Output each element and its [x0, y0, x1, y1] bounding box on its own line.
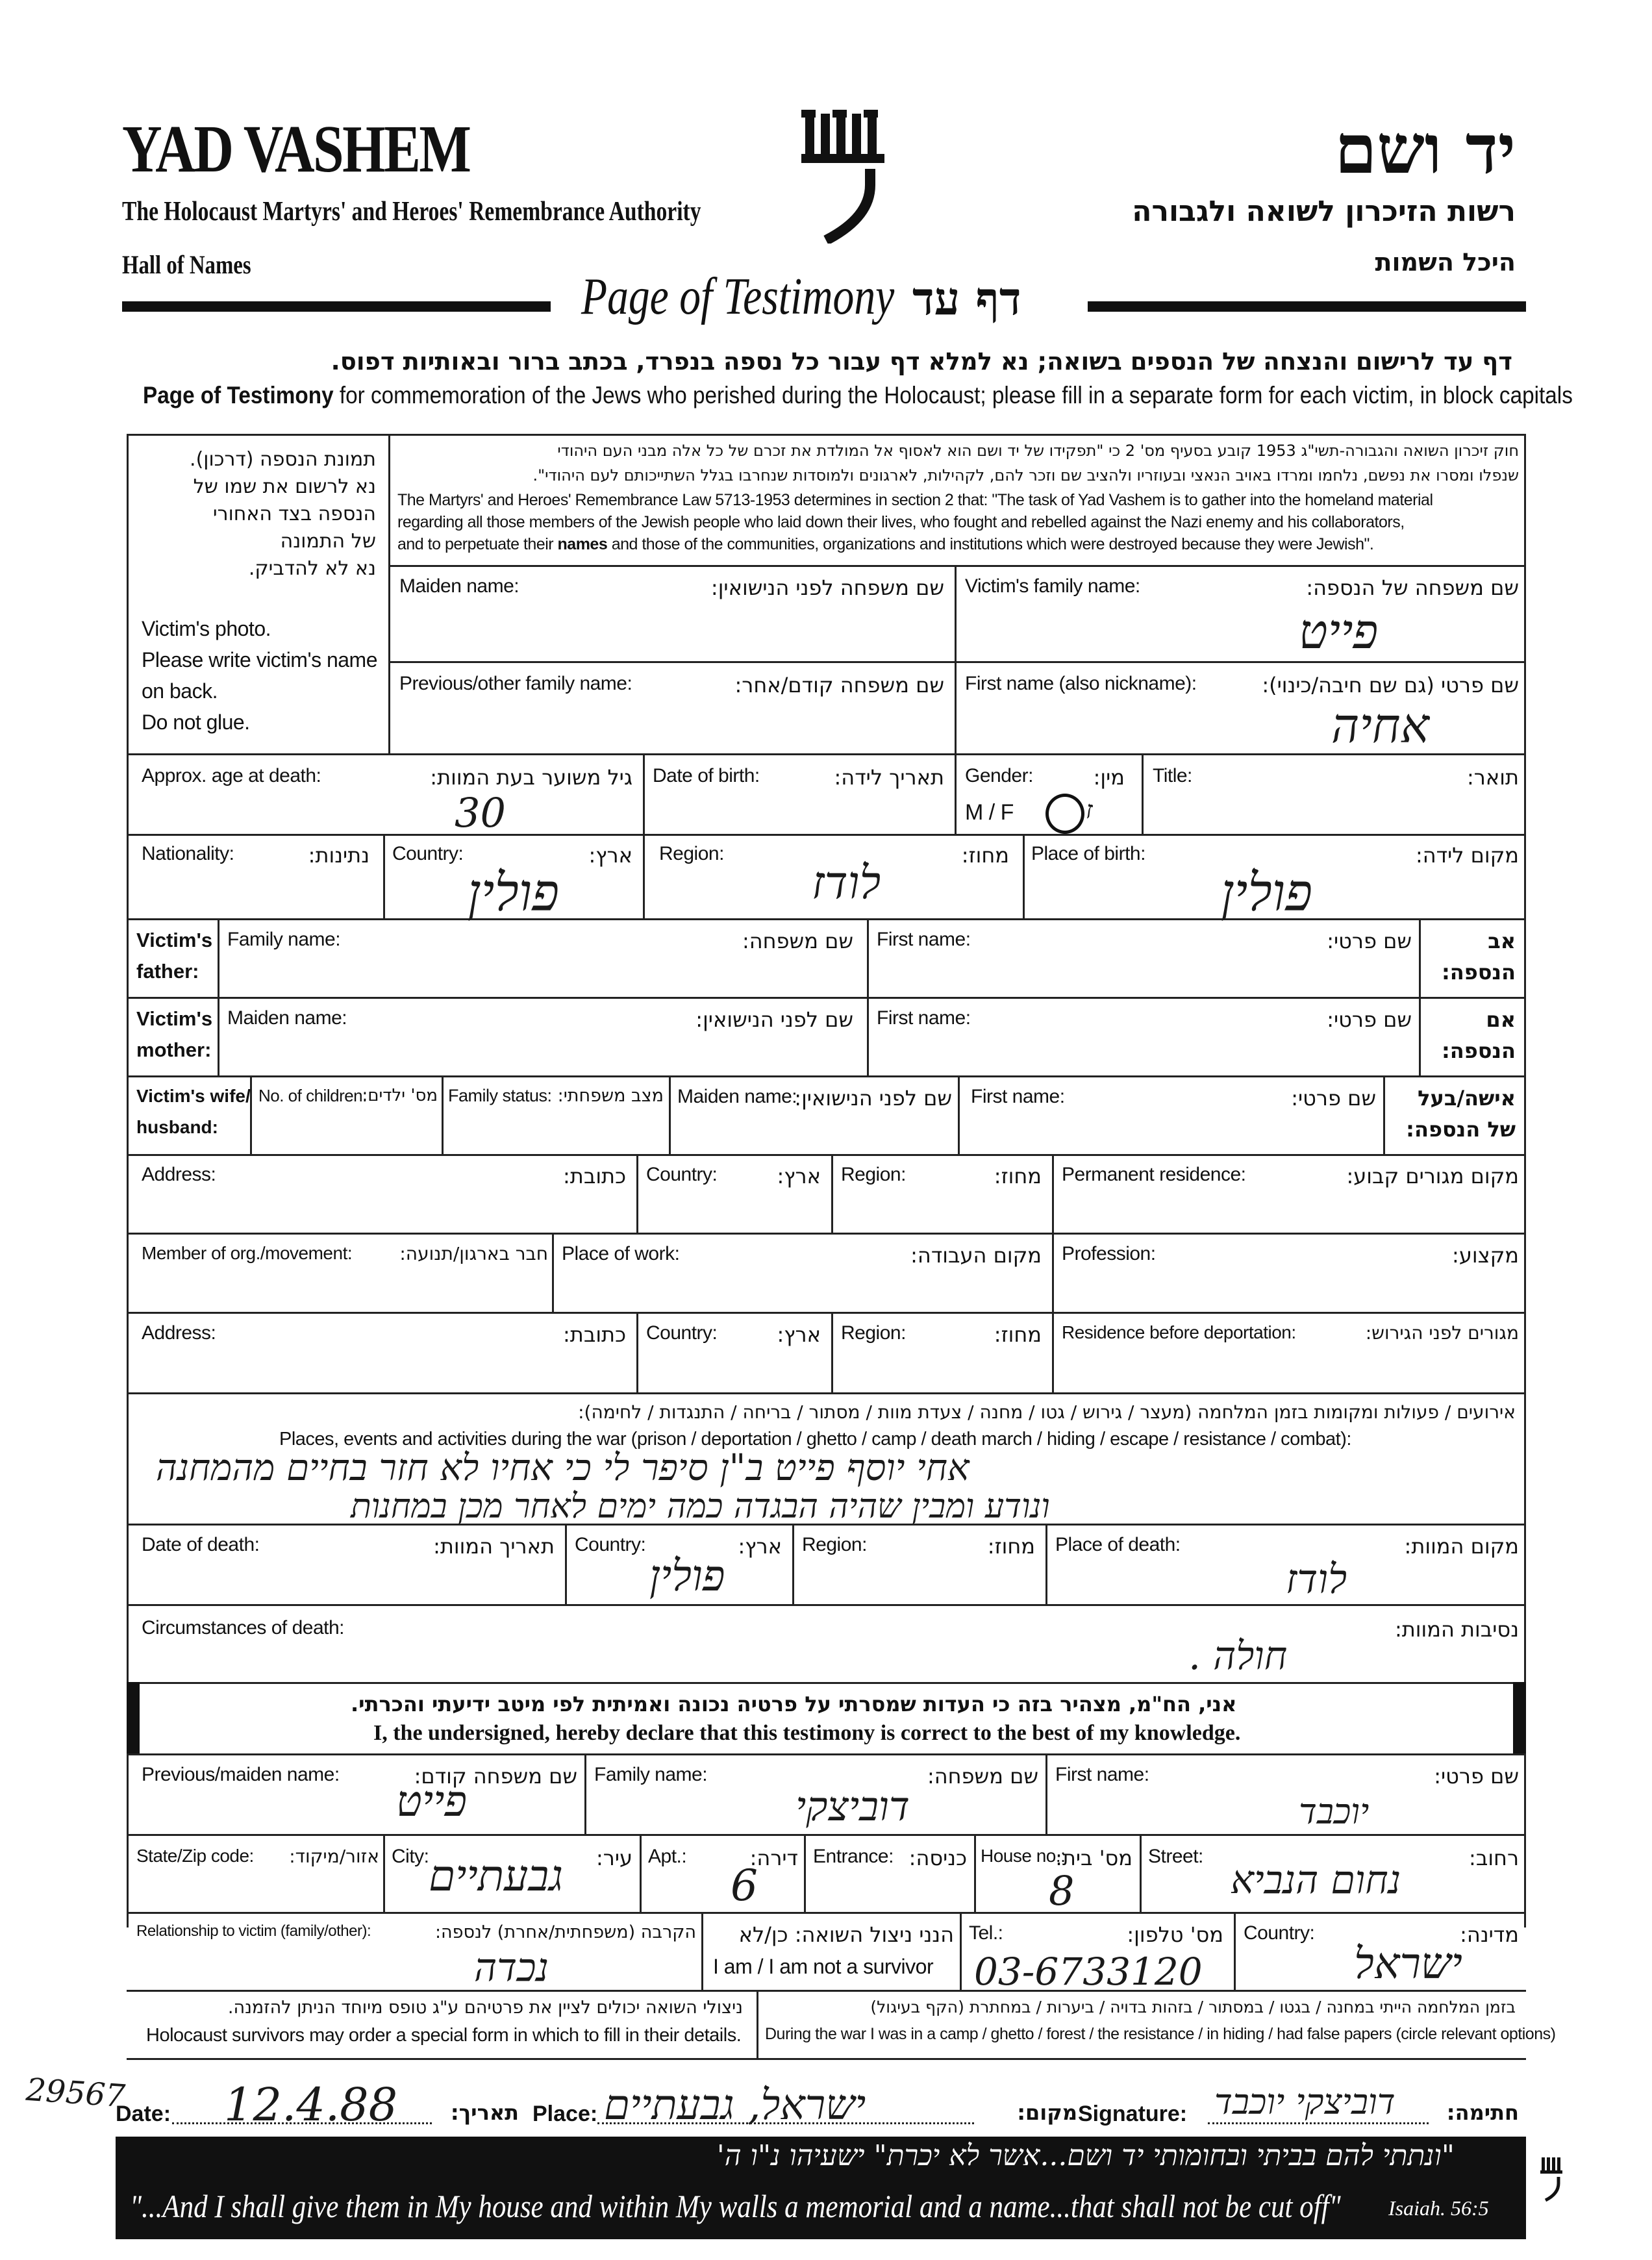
org-subtitle-he: רשות הזיכרון לשואה ולגבורה [1132, 195, 1516, 228]
gender-mark-value: ז [1086, 796, 1093, 824]
street-label-he: רחוב: [1469, 1846, 1519, 1870]
res-country-label-he: ארץ: [777, 1322, 821, 1347]
perm-res-label-he: מקום מגורים קבוע: [1346, 1164, 1519, 1188]
s-country-value[interactable]: ישראל [1354, 1939, 1462, 1989]
s-first-label-he: שם פרטי: [1434, 1764, 1519, 1789]
mother-first-label-he: שם פרטי: [1327, 1007, 1412, 1032]
gender-label-he: מין: [1093, 765, 1125, 790]
tel-label-en: Tel.: [969, 1922, 1003, 1944]
spouse-first-label-en: First name: [971, 1086, 1065, 1107]
member-label-en: Member of org./movement: [142, 1243, 353, 1263]
instructions-en-text: for commemoration of the Jews who perished during the Holocaust; please fill in a separate form for each victim, in block capitals [333, 382, 1573, 408]
law-text-en-2: regarding all those members of the Jewish people who laid down their lives, who fought and rebelled against the Nazi enemy and his collaborators, [397, 513, 1405, 531]
region-label-he: מחוז: [961, 843, 1009, 868]
tel-value[interactable]: 03-6733120 [974, 1950, 1203, 1994]
law-text-en-3 [397, 535, 1373, 554]
nationality-label-en: Nationality: [142, 843, 234, 864]
city-value[interactable]: גבעתיים [429, 1851, 563, 1901]
country-label-en: Country: [392, 843, 464, 864]
rel-label-en: Relationship to victim (family/other): [136, 1922, 371, 1940]
pod-label-en: Place of death: [1055, 1534, 1181, 1555]
father-label-he-1: אב [1488, 929, 1516, 953]
footer-quote-en: "...And I shall give them in My house and within My walls a memorial and a name...that shall not be cut off" [130, 2188, 1341, 2224]
dod-label-en: Date of death: [142, 1534, 260, 1555]
father-label-he-2: הנספה: [1441, 960, 1516, 985]
camp-he: בזמן המלחמה הייתי במחנה / בגטו / במסתור / בזהות בדויה / ביערות / במחתרת (הקף בעיגול) [870, 1998, 1516, 2016]
res-region-label-en: Region: [841, 1322, 906, 1344]
s-family-label-en: Family name: [594, 1764, 708, 1785]
address-country-label-en: Country: [646, 1164, 718, 1185]
father-first-label-en: First name: [877, 929, 971, 950]
spouse-first-label-he: שם פרטי: [1291, 1086, 1376, 1111]
house-label-en: House no.: [981, 1846, 1066, 1866]
apt-label-en: Apt.: [648, 1846, 687, 1867]
surv-form-en: Holocaust survivors may order a special form in which to fill in their details. [146, 2025, 742, 2046]
prev-name-field[interactable] [391, 701, 951, 751]
age-label-en: Approx. age at death: [142, 765, 321, 786]
address-country-label-he: ארץ: [777, 1164, 821, 1188]
title-label-he: תואר: [1467, 765, 1519, 790]
res-dep-label-en: Residence before deportation: [1062, 1322, 1296, 1342]
declaration-en: I, the undersigned, hereby declare that this testimony is correct to the best of my knowledge. [373, 1721, 1241, 1745]
camp-en: During the war I was in a camp / ghetto / forest / the resistance / in hiding / had false papers (circle relevant options) [765, 2025, 1556, 2043]
address-region-label-en: Region: [841, 1164, 906, 1185]
photo-instr-en-2: Please write victim's name [142, 648, 377, 672]
age-value[interactable]: 30 [455, 789, 506, 836]
house-label-he: מס' בית: [1055, 1846, 1133, 1870]
dod-country-label-en: Country: [575, 1534, 646, 1555]
s-prev-label-he: שם משפחה קודם: [414, 1764, 577, 1789]
tel-label-he: מס' טלפון: [1127, 1922, 1223, 1947]
family-name-value[interactable]: פייט [1299, 604, 1379, 660]
place-value[interactable]: ישראל, גבעתיים [604, 2081, 866, 2129]
place-line [597, 2122, 974, 2124]
date-label-he: תאריך: [450, 2100, 519, 2125]
surv-form-he: ניצולי השואה יכולים לציין את פרטיהם ע"ג טופס מיוחד הניתן להזמנה. [227, 1998, 743, 2018]
address-region-label-he: מחוז: [994, 1164, 1042, 1188]
age-label-he: גיל משוער בעת המוות: [430, 765, 632, 790]
s-family-label-he: שם משפחה: [927, 1764, 1038, 1789]
maiden-name-field[interactable] [391, 604, 951, 659]
father-family-field[interactable] [221, 957, 864, 995]
street-value[interactable]: נחום הנביא [1231, 1857, 1401, 1903]
address-label-en: Address: [142, 1164, 216, 1185]
title-label-en: Title: [1153, 765, 1192, 786]
street-label-en: Street: [1148, 1846, 1203, 1867]
s-country-label-he: מדינה: [1460, 1922, 1519, 1947]
perm-res-label-en: Permanent residence: [1062, 1164, 1246, 1185]
apt-label-he: דירה: [749, 1846, 798, 1870]
s-family-value[interactable]: דוביצקי [795, 1783, 910, 1830]
photo-instr-he-1: תמונת הנספה (דרכון). [190, 448, 376, 471]
res-country-label-en: Country: [646, 1322, 718, 1344]
first-name-label-en: First name (also nickname): [965, 673, 1197, 694]
spouse-maiden-label-he: שם לפני הנישואין: [794, 1086, 952, 1111]
state-label-he: אזור/מיקוד: [289, 1846, 379, 1867]
prev-name-label-he: שם משפחה קודם/אחר: [734, 673, 944, 697]
survivor-label-he: הנני ניצול השואה: כן/לא [738, 1922, 954, 1947]
first-name-label-he: שם פרטי (גם שם חיבה/כינוי): [1262, 673, 1519, 697]
signature-label-en: Signature: [1078, 2102, 1188, 2126]
pod-label-he: מקום המוות: [1404, 1534, 1519, 1559]
law-text-he-1: חוק זיכרון השואה והגבורה-תשי"ג 1953 קובע בסעיף מס' 2 כי "תפקידו של יד ושם הוא לאסוף אל המולדת את זכרם של כל אלה מבני העם היהודי [557, 442, 1519, 460]
dod-country-value[interactable]: פולין [649, 1551, 725, 1601]
signature-value[interactable]: דוביצקי יוכבד [1214, 2081, 1395, 2122]
father-family-label-en: Family name: [227, 929, 341, 950]
nationality-label-he: נתינות: [308, 843, 369, 868]
law-text-en-1: The Martyrs' and Heroes' Remembrance Law 5713-1953 determines in section 2 that: "The task of Yad Vashem is to gather into the homeland material [397, 491, 1433, 509]
family-name-label-he: שם משפחה של הנספה: [1306, 575, 1519, 600]
mother-label-he-2: הנספה: [1441, 1038, 1516, 1063]
spouse-maiden-label-en: Maiden name: [677, 1086, 797, 1107]
law-text-en-3b: names [557, 535, 608, 553]
mother-label-1: Victim's [136, 1007, 213, 1030]
maiden-name-label-he: שם משפחה לפני הנישואין: [710, 575, 944, 600]
law-text-en-3a: and to perpetuate their [397, 535, 558, 553]
date-line [172, 2122, 432, 2124]
work-label-en: Place of work: [562, 1243, 680, 1264]
form-title-en: Page of Testimony [581, 268, 895, 325]
address-label-he: כתובת: [563, 1164, 626, 1188]
date-value[interactable]: 12.4.88 [224, 2078, 398, 2131]
region-label-en: Region: [659, 843, 724, 864]
family-name-label-en: Victim's family name: [965, 575, 1140, 597]
pod-value[interactable]: לודז [1286, 1555, 1347, 1603]
photo-instr-he-2: נא לרשום את שמו של [193, 475, 376, 498]
mother-maiden-field[interactable] [221, 1036, 864, 1074]
circ-value[interactable]: חולה . [1188, 1633, 1288, 1679]
first-name-value[interactable]: אחיה [1331, 698, 1429, 754]
s-prev-value[interactable]: פייט [396, 1776, 468, 1826]
events-value-line-1[interactable]: אחי יוסף פייט ב"ן סיפר לי כי אחיו לא חזר בחיים מהמחנה [156, 1447, 970, 1489]
gender-options[interactable]: M / F [965, 800, 1014, 825]
instructions-en-bold: Page of Testimony [143, 382, 334, 408]
declaration-he: אני, הח"מ, מצהיר בזה כי העדות שמסרתי על פרטיה נכונה ואמיתית לפי מיטב ידיעתי והכרתי. [351, 1692, 1237, 1716]
res-region-label-he: מחוז: [994, 1322, 1042, 1347]
mother-label-2: mother: [136, 1038, 212, 1061]
family-status-label-en: Family status: [448, 1086, 552, 1105]
mother-first-label-en: First name: [877, 1007, 971, 1029]
profession-label-he: מקצוע: [1452, 1243, 1519, 1268]
res-address-label-he: כתובת: [563, 1322, 626, 1347]
s-first-label-en: First name: [1055, 1764, 1149, 1785]
spouse-label-2: husband: [136, 1117, 218, 1137]
res-dep-label-he: מגורים לפני הגירוש: [1365, 1322, 1519, 1344]
dob-field[interactable] [646, 794, 951, 831]
work-label-he: מקום העבודה: [910, 1243, 1042, 1268]
org-name-he: יד ושם [1334, 109, 1516, 189]
pob-value[interactable]: פולין [1221, 862, 1313, 923]
survivor-label-en[interactable]: I am / I am not a survivor [713, 1955, 934, 1978]
org-name-en: YAD VASHEM [122, 112, 470, 186]
state-label-en: State/Zip code: [136, 1846, 254, 1866]
form-title-he: דף עד [912, 271, 1021, 325]
mother-first-field[interactable] [870, 1036, 1416, 1074]
father-family-label-he: שם משפחה: [742, 929, 853, 953]
footer-logo-mark [1539, 2156, 1565, 2202]
dod-country-label-he: ארץ: [738, 1534, 782, 1559]
maiden-name-label-en: Maiden name: [399, 575, 519, 597]
law-text-he-2: שנפלו ומסרו את נפשם, נלחמו ומרדו באויב הנאצי ובעוזריו ולהציב שם וזכר להם, לקהילות, לארגונים ולמוסדות שנחרבו בגלל השתייכותם לעם היהודי". [532, 466, 1519, 484]
s-prev-label-en: Previous/maiden name: [142, 1764, 340, 1785]
family-status-label-he: מצב משפחתי: [557, 1086, 664, 1106]
dob-label-en: Date of birth: [653, 765, 760, 786]
org-subtitle-en: The Holocaust Martyrs' and Heroes' Remembrance Authority [122, 197, 701, 227]
dept-name-he: היכל השמות [1375, 248, 1516, 277]
dob-label-he: תאריך לידה: [834, 765, 944, 790]
entrance-label-he: כניסה: [908, 1846, 967, 1870]
mother-maiden-label-en: Maiden name: [227, 1007, 347, 1029]
photo-instr-en-3: on back. [142, 679, 218, 703]
dod-region-label-en: Region: [802, 1534, 867, 1555]
file-number: 29567 [25, 2071, 127, 2115]
dod-region-label-he: מחוז: [987, 1534, 1035, 1559]
gender-circle-mark [1045, 794, 1084, 834]
footer-quote-he: "ונתתי להם בביתי ובחומותי יד ושם...אשר לא יכרת" ישעיהו נ"ו ה' [716, 2139, 1455, 2172]
dod-label-he: תאריך המוות: [433, 1534, 555, 1559]
children-label-en: No. of children: [258, 1086, 367, 1105]
s-first-value[interactable]: יוכבד [1299, 1791, 1370, 1832]
apt-value[interactable]: 6 [731, 1861, 758, 1911]
photo-instr-en-1: Victim's photo. [142, 617, 271, 640]
place-label-en: Place: [532, 2102, 598, 2126]
circ-label-en: Circumstances of death: [142, 1617, 344, 1638]
pob-label-he: מקום לידה: [1415, 843, 1519, 868]
signature-line [1208, 2122, 1429, 2124]
photo-instr-he-5: נא לא להדביק. [248, 557, 376, 580]
footer-banner [116, 2137, 1526, 2239]
house-value[interactable]: 8 [1049, 1867, 1075, 1915]
photo-instr-en-4: Do not glue. [142, 710, 250, 734]
city-label-en: City: [392, 1846, 429, 1867]
country-value[interactable]: פולין [468, 862, 560, 923]
dept-name-en: Hall of Names [122, 250, 251, 279]
father-first-field[interactable] [870, 957, 1416, 995]
profession-label-en: Profession: [1062, 1243, 1156, 1264]
s-country-label-en: Country: [1244, 1922, 1315, 1944]
father-label-2: father: [136, 960, 199, 983]
spouse-label-he-2: של הנספה: [1406, 1117, 1516, 1142]
city-label-he: עיר: [595, 1846, 632, 1870]
children-label-he: מס' ילדים: [362, 1086, 438, 1105]
spouse-label-1: Victim's wife/ [136, 1086, 251, 1106]
father-first-label-he: שם פרטי: [1327, 929, 1412, 953]
country-label-he: ארץ: [588, 843, 632, 868]
member-label-he: חבר בארגון/תנועה: [399, 1243, 548, 1264]
photo-instr-he-4: של התמונה [280, 530, 376, 553]
spouse-label-he-1: אישה/בעל [1418, 1086, 1516, 1111]
events-label-en: Places, events and activities during the war (prison / deportation / ghetto / camp / death march / hiding / escape / resistance / combat): [279, 1429, 1351, 1450]
footer-cite: Isaiah. 56:5 [1388, 2196, 1489, 2220]
pob-label-en: Place of birth: [1031, 843, 1145, 864]
region-value[interactable]: לודז [812, 856, 881, 909]
rel-label-he: הקרבה (משפחתית/אחרת) לנספה: [434, 1922, 696, 1942]
res-address-label-en: Address: [142, 1322, 216, 1344]
law-text-en-3c: and those of the communities, organizations and institutions which were destroyed because they were Jewish". [607, 535, 1374, 553]
rel-value[interactable]: נכדה [474, 1945, 549, 1990]
prev-name-label-en: Previous/other family name: [399, 673, 632, 694]
instructions-he: דף עד לרישום והנצחה של הנספים בשואה; נא למלא דף עבור כל נספה בנפרד, בכתב ברור ובאותיות דפוס. [331, 347, 1512, 375]
signature-label-he: חתימה: [1446, 2100, 1519, 2125]
mother-label-he-1: אם [1486, 1007, 1516, 1032]
place-label-he: מקום: [1017, 2100, 1077, 2125]
circ-label-he: נסיבות המוות: [1394, 1617, 1519, 1642]
entrance-label-en: Entrance: [813, 1846, 894, 1867]
events-label-he: אירועים / פעולות ומקומות בזמן המלחמה (מעצר / גירוש / גטו / מחנה / צעדת מוות / מסתור / בריחה / התנגדות / לחימה): [578, 1401, 1516, 1423]
events-value-line-2[interactable]: ונודע ומבין שהיה הבגדה כמה ימים לאחר מכן במחנות [351, 1487, 1050, 1526]
title-field[interactable] [1146, 794, 1523, 831]
date-label-en: Date: [116, 2102, 171, 2126]
father-label-1: Victim's [136, 929, 213, 951]
photo-instr-he-3: הנספה בצד האחורי [212, 503, 376, 525]
gender-label-en: Gender: [965, 765, 1033, 786]
mother-maiden-label-he: שם לפני הנישואין: [695, 1007, 853, 1032]
